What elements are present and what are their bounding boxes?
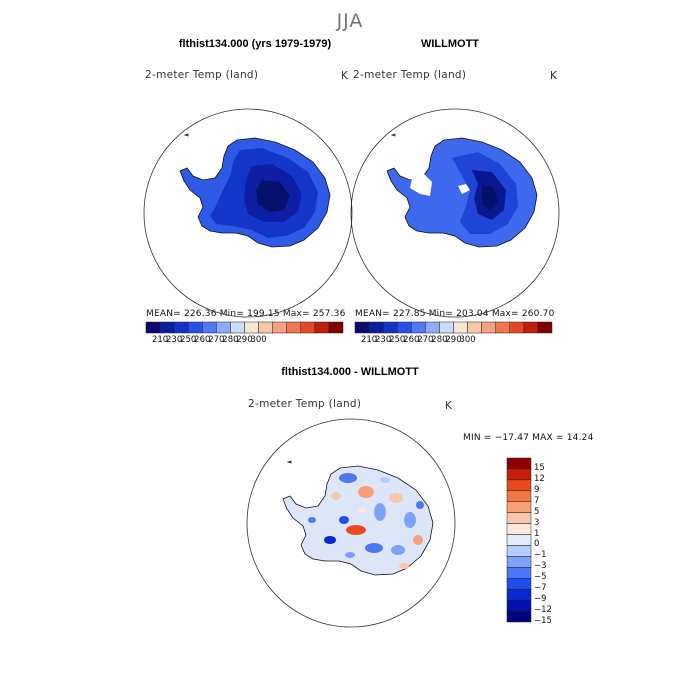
colorbar-swatch	[468, 322, 482, 333]
panel3-map	[247, 419, 455, 627]
colorbar-tick-label: 210	[360, 335, 378, 345]
panel2-units-label: K	[550, 70, 557, 82]
panel1-colorbar	[146, 322, 343, 333]
colorbar-swatch	[507, 567, 531, 578]
colorbar-tick-label: −7	[534, 583, 547, 594]
panel1-map	[144, 109, 352, 317]
colorbar-tick-label: 270	[417, 335, 434, 345]
colorbar-swatch	[507, 535, 531, 546]
panel1-island	[185, 134, 188, 136]
colorbar-swatch	[507, 480, 531, 491]
colorbar-tick-label: 290	[236, 335, 253, 345]
colorbar-swatch	[301, 322, 315, 333]
colorbar-swatch	[510, 322, 524, 333]
colorbar-swatch	[507, 600, 531, 611]
panel3-stats: MIN = −17.47 MAX = 14.24	[463, 433, 594, 443]
colorbar-tick-label: 3	[534, 517, 540, 528]
panel1-variable-label: 2-meter Temp (land)	[145, 69, 259, 81]
colorbar-swatch	[507, 589, 531, 600]
panel3-island	[288, 461, 291, 463]
colorbar-tick-label: 7	[534, 495, 540, 506]
colorbar-tick-label: 260	[194, 335, 211, 345]
colorbar-swatch	[507, 611, 531, 622]
colorbar-tick-label: 280	[431, 335, 448, 345]
colorbar-swatch	[315, 322, 329, 333]
colorbar-tick-label: 15	[534, 462, 545, 473]
panel3-units-label: K	[445, 400, 452, 412]
panel2-stats: MEAN= 227.85 Min= 203.04 Max= 260.70	[355, 309, 555, 319]
colorbar-swatch	[245, 322, 259, 333]
colorbar-swatch	[496, 322, 510, 333]
panel3-colorbar	[507, 458, 531, 622]
season-title: JJA	[336, 10, 364, 32]
colorbar-swatch	[273, 322, 287, 333]
colorbar-swatch	[507, 513, 531, 524]
colorbar-tick-label: 300	[459, 335, 476, 345]
colorbar-swatch	[507, 469, 531, 480]
colorbar-swatch	[507, 545, 531, 556]
colorbar-swatch	[425, 322, 439, 333]
panel1-units-label: K	[341, 70, 348, 82]
colorbar-tick-label: 230	[375, 335, 392, 345]
colorbar-tick-label: 300	[250, 335, 267, 345]
panel2-island	[392, 134, 395, 136]
colorbar-tick-label: −5	[534, 572, 547, 583]
colorbar-swatch	[174, 322, 188, 333]
colorbar-swatch	[369, 322, 383, 333]
colorbar-swatch	[383, 322, 397, 333]
colorbar-tick-label: −9	[534, 594, 547, 605]
colorbar-tick-label: 250	[180, 335, 197, 345]
colorbar-tick-label: −1	[534, 550, 547, 561]
colorbar-tick-label: 230	[166, 335, 183, 345]
colorbar-swatch	[230, 322, 244, 333]
panel3-title: flthist134.000 - WILLMOTT	[281, 366, 419, 378]
panel1-stats: MEAN= 226.36 Min= 199.15 Max= 257.36	[146, 309, 346, 319]
colorbar-swatch	[188, 322, 202, 333]
colorbar-tick-label: 270	[208, 335, 225, 345]
colorbar-swatch	[216, 322, 230, 333]
colorbar-swatch	[507, 502, 531, 513]
colorbar-swatch	[538, 322, 552, 333]
colorbar-tick-label: 260	[403, 335, 420, 345]
colorbar-tick-label: −15	[534, 616, 552, 626]
colorbar-tick-label: −12	[534, 605, 552, 616]
colorbar-swatch	[287, 322, 301, 333]
colorbar-swatch	[507, 458, 531, 469]
colorbar-tick-label: 210	[151, 335, 169, 345]
colorbar-tick-label: 1	[534, 528, 540, 539]
colorbar-tick-label: 9	[534, 484, 540, 495]
colorbar-swatch	[524, 322, 538, 333]
colorbar-swatch	[146, 322, 160, 333]
colorbar-swatch	[507, 524, 531, 535]
panel3-variable-label: 2-meter Temp (land)	[248, 398, 362, 410]
colorbar-swatch	[411, 322, 425, 333]
colorbar-tick-label: 5	[534, 506, 540, 517]
colorbar-tick-label: 250	[389, 335, 406, 345]
colorbar-tick-label: 12	[534, 473, 545, 484]
colorbar-swatch	[355, 322, 369, 333]
panel2-colorbar	[355, 322, 552, 333]
colorbar-swatch	[482, 322, 496, 333]
colorbar-swatch	[259, 322, 273, 333]
colorbar-swatch	[507, 578, 531, 589]
panel1-title: flthist134.000 (yrs 1979-1979)	[178, 38, 332, 50]
colorbar-swatch	[160, 322, 174, 333]
panel2-map	[351, 109, 559, 317]
panel2-variable-label: 2-meter Temp (land)	[353, 69, 467, 81]
colorbar-swatch	[329, 322, 343, 333]
colorbar-swatch	[507, 556, 531, 567]
colorbar-tick-label: 280	[222, 335, 239, 345]
colorbar-swatch	[439, 322, 453, 333]
colorbar-swatch	[202, 322, 216, 333]
panel2-title: WILLMOTT	[420, 38, 480, 50]
colorbar-swatch	[454, 322, 468, 333]
colorbar-tick-label: −3	[534, 561, 547, 572]
colorbar-tick-label: 0	[534, 539, 540, 550]
colorbar-swatch	[397, 322, 411, 333]
colorbar-swatch	[507, 491, 531, 502]
colorbar-tick-label: 290	[445, 335, 462, 345]
